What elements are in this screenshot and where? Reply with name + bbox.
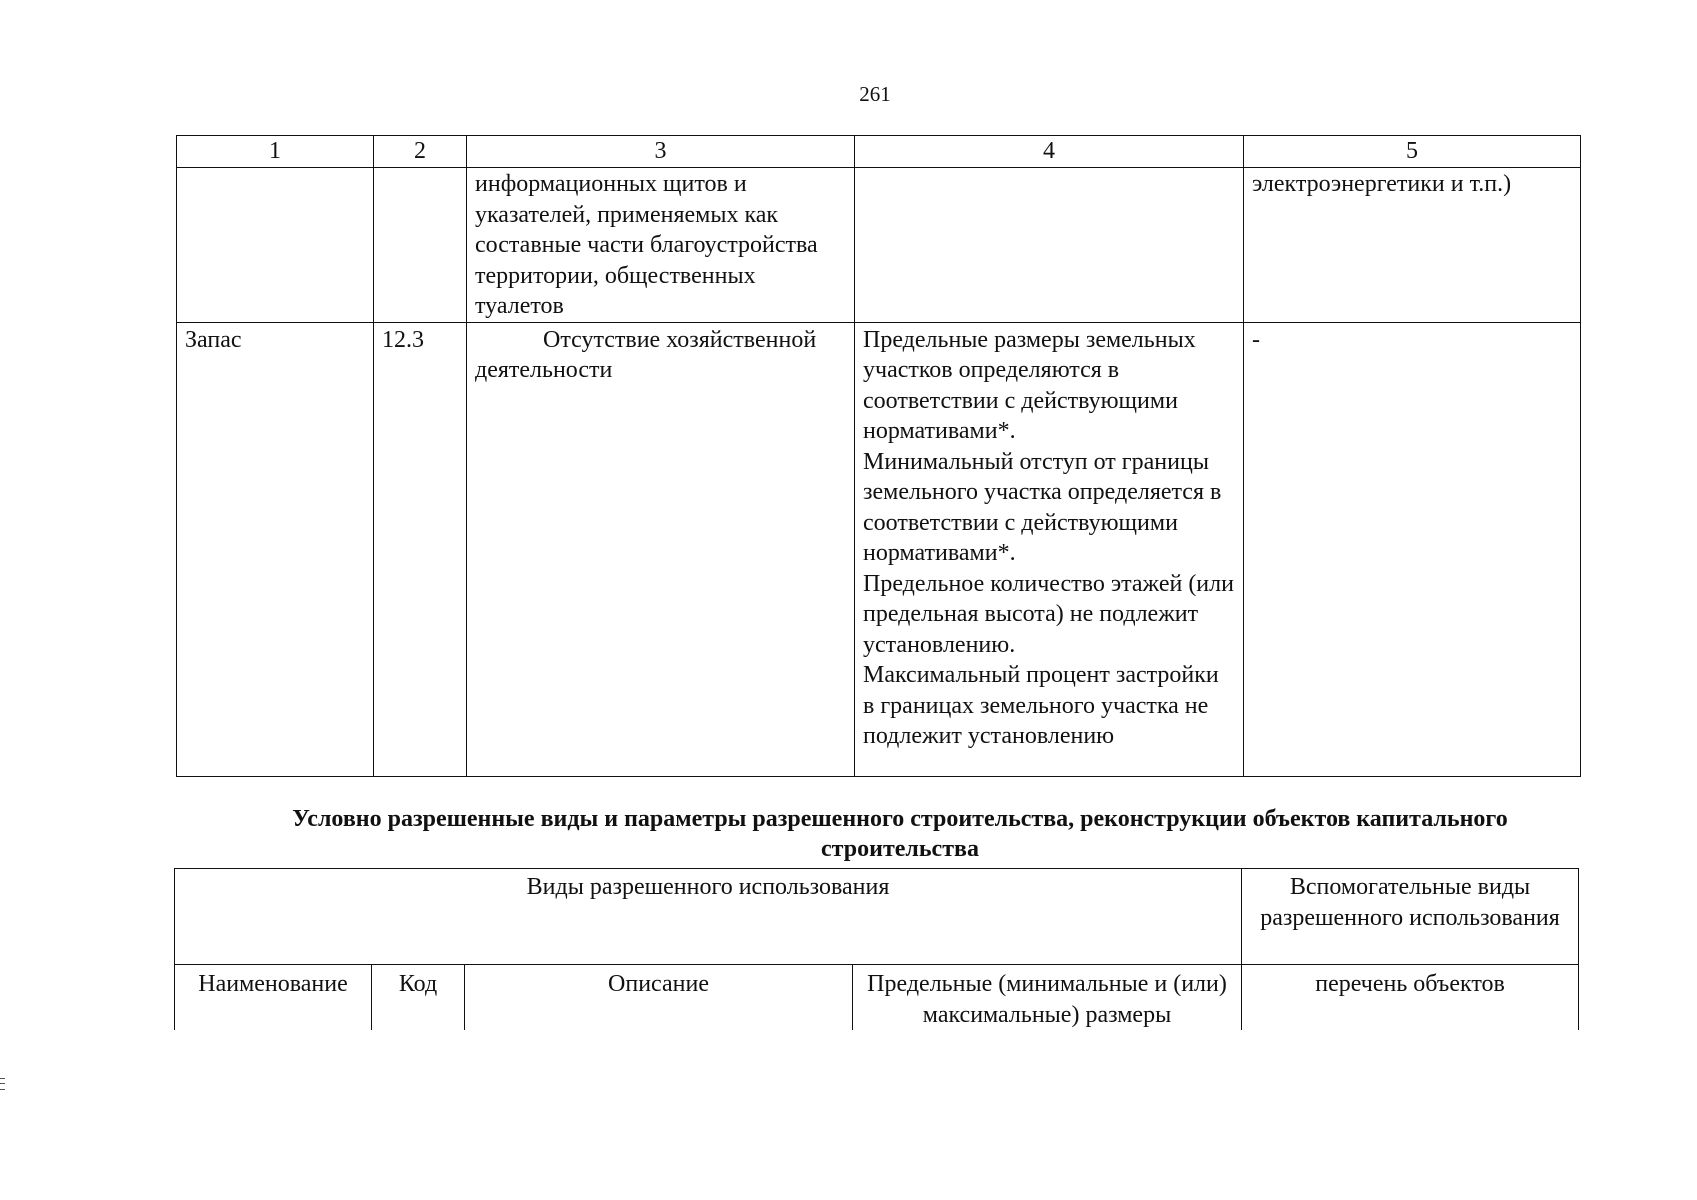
cell-auxiliary: - [1244, 322, 1581, 776]
cell-parameters [855, 168, 1244, 323]
column-header-objects: перечень объектов [1242, 965, 1579, 1031]
cell-name: Запас [177, 322, 374, 776]
group-header-row [175, 869, 1579, 965]
column-number-5: 5 [1244, 136, 1581, 168]
column-number-2: 2 [374, 136, 467, 168]
parameter-coverage: Максимальный процент застройки в границах земельного участка не подлежит установлению [863, 662, 1219, 749]
cell-description: информационных щитов и указателей, применяемых как составные части благоустройства территории, общественных туалетов [467, 168, 855, 323]
table-row [177, 322, 1581, 776]
page-number: 261 [859, 82, 891, 106]
parameter-setback: Минимальный отступ от границы земельного участка определяется в соответствии с действующими нормативами*. [863, 448, 1222, 566]
column-header-row [175, 965, 1579, 1031]
group-header-main: Виды разрешенного использования [175, 869, 1242, 965]
scan-edge-mark [0, 1078, 5, 1090]
group-header-aux: Вспомогательные виды разрешенного использования [1242, 869, 1579, 965]
conditional-uses-table [174, 868, 1579, 1030]
parameter-plot-size: Предельные размеры земельных участков определяются в соответствии с действующими нормативами*. [863, 326, 1196, 444]
column-header-name: Наименование [175, 965, 372, 1031]
parameter-floors: Предельное количество этажей (или предельная высота) не подлежит установлению. [863, 570, 1234, 658]
column-number-4: 4 [855, 136, 1244, 168]
column-header-description: Описание [465, 965, 853, 1031]
cell-auxiliary: электроэнергетики и т.п.) [1244, 168, 1581, 323]
table-row [177, 168, 1581, 323]
cell-code: 12.3 [374, 322, 467, 776]
column-header-code: Код [372, 965, 465, 1031]
column-header-parameters: Предельные (минимальные и (или) максимальные) размеры [853, 965, 1242, 1031]
column-number-1: 1 [177, 136, 374, 168]
column-number-row [177, 136, 1581, 168]
cell-code [374, 168, 467, 323]
cell-description: Отсутствие хозяйственной деятельности [467, 322, 855, 776]
section-title: Условно разрешенные виды и параметры разрешенного строительства, реконструкции объектов капитального строительства [292, 806, 1508, 862]
cell-parameters [855, 322, 1244, 776]
column-number-3: 3 [467, 136, 855, 168]
cell-name [177, 168, 374, 323]
permitted-uses-table-continued [176, 135, 1581, 777]
